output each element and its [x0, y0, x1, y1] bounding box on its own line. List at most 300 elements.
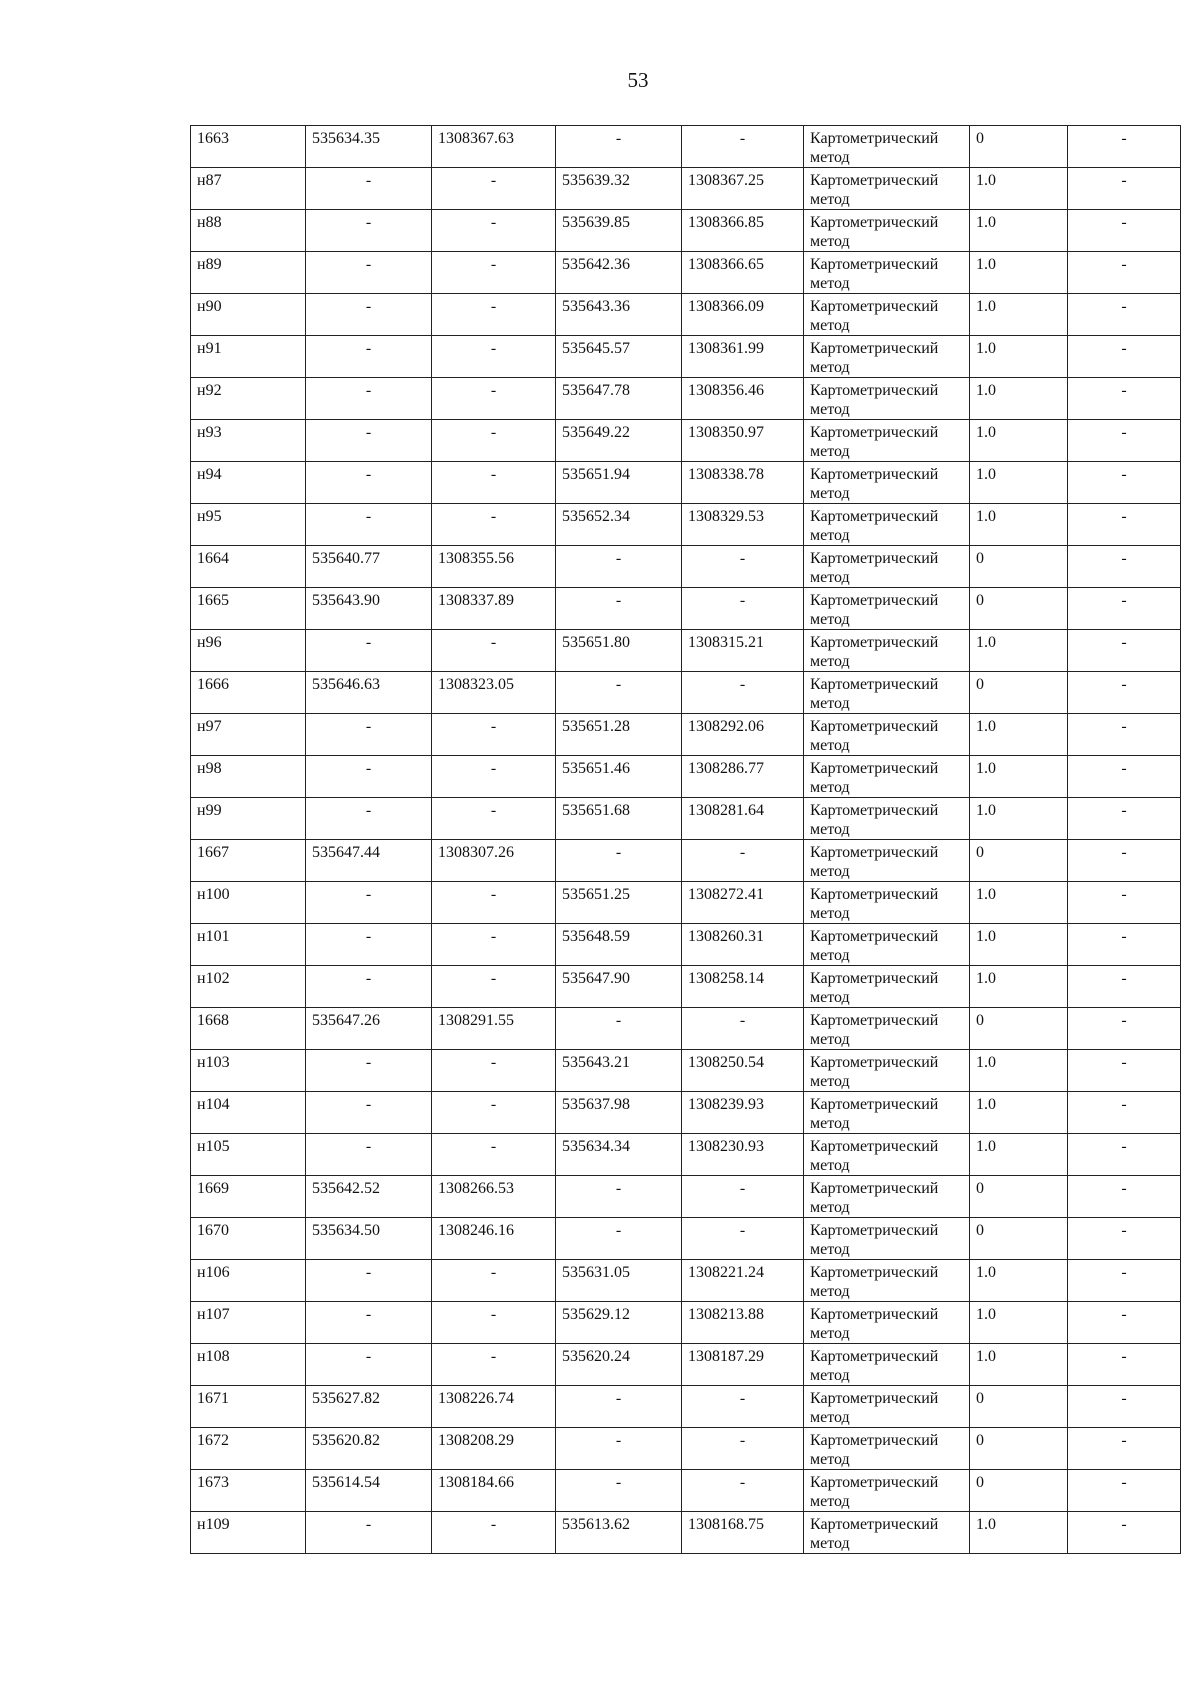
accuracy-cell: 0 — [970, 126, 1068, 168]
note-cell: - — [1068, 504, 1181, 546]
existing-y-cell: - — [432, 252, 556, 294]
new-y-cell: 1308366.09 — [682, 294, 804, 336]
new-y-cell: 1308168.75 — [682, 1512, 804, 1554]
accuracy-cell: 1.0 — [970, 504, 1068, 546]
point-name-cell: 1664 — [191, 546, 306, 588]
point-name-cell: н91 — [191, 336, 306, 378]
existing-x-cell: - — [306, 210, 432, 252]
new-x-cell: - — [556, 588, 682, 630]
point-name-cell: н94 — [191, 462, 306, 504]
table-row — [191, 1134, 1181, 1176]
new-x-cell: 535647.78 — [556, 378, 682, 420]
new-y-cell: 1308292.06 — [682, 714, 804, 756]
existing-y-cell: - — [432, 378, 556, 420]
accuracy-cell: 0 — [970, 672, 1068, 714]
table-row — [191, 882, 1181, 924]
accuracy-cell: 1.0 — [970, 1134, 1068, 1176]
existing-y-cell: - — [432, 168, 556, 210]
new-y-cell: - — [682, 1428, 804, 1470]
note-cell: - — [1068, 1050, 1181, 1092]
point-name-cell: н96 — [191, 630, 306, 672]
note-cell: - — [1068, 378, 1181, 420]
new-y-cell: 1308221.24 — [682, 1260, 804, 1302]
new-x-cell: 535637.98 — [556, 1092, 682, 1134]
new-y-cell: - — [682, 1218, 804, 1260]
point-name-cell: н88 — [191, 210, 306, 252]
table-row — [191, 1218, 1181, 1260]
note-cell: - — [1068, 210, 1181, 252]
new-y-cell: - — [682, 588, 804, 630]
existing-x-cell: 535646.63 — [306, 672, 432, 714]
new-x-cell: - — [556, 672, 682, 714]
method-cell: Картометрический метод — [804, 1302, 970, 1344]
existing-y-cell: - — [432, 1260, 556, 1302]
note-cell: - — [1068, 420, 1181, 462]
table-row — [191, 630, 1181, 672]
new-x-cell: 535631.05 — [556, 1260, 682, 1302]
new-x-cell: 535651.28 — [556, 714, 682, 756]
existing-y-cell: - — [432, 630, 556, 672]
existing-y-cell: 1308226.74 — [432, 1386, 556, 1428]
method-cell: Картометрический метод — [804, 252, 970, 294]
method-cell: Картометрический метод — [804, 168, 970, 210]
note-cell: - — [1068, 546, 1181, 588]
accuracy-cell: 1.0 — [970, 1092, 1068, 1134]
table-row — [191, 504, 1181, 546]
existing-x-cell: - — [306, 798, 432, 840]
note-cell: - — [1068, 1176, 1181, 1218]
accuracy-cell: 1.0 — [970, 714, 1068, 756]
point-name-cell: 1663 — [191, 126, 306, 168]
note-cell: - — [1068, 630, 1181, 672]
accuracy-cell: 1.0 — [970, 798, 1068, 840]
method-cell: Картометрический метод — [804, 840, 970, 882]
table-row — [191, 588, 1181, 630]
note-cell: - — [1068, 1302, 1181, 1344]
new-x-cell: 535645.57 — [556, 336, 682, 378]
note-cell: - — [1068, 1512, 1181, 1554]
new-y-cell: - — [682, 672, 804, 714]
method-cell: Картометрический метод — [804, 126, 970, 168]
method-cell: Картометрический метод — [804, 336, 970, 378]
method-cell: Картометрический метод — [804, 588, 970, 630]
accuracy-cell: 0 — [970, 1218, 1068, 1260]
method-cell: Картометрический метод — [804, 1218, 970, 1260]
table-row — [191, 714, 1181, 756]
note-cell: - — [1068, 168, 1181, 210]
accuracy-cell: 0 — [970, 1008, 1068, 1050]
existing-y-cell: - — [432, 924, 556, 966]
method-cell: Картометрический метод — [804, 714, 970, 756]
new-y-cell: 1308338.78 — [682, 462, 804, 504]
method-cell: Картометрический метод — [804, 1092, 970, 1134]
new-x-cell: - — [556, 840, 682, 882]
method-cell: Картометрический метод — [804, 504, 970, 546]
new-y-cell: 1308213.88 — [682, 1302, 804, 1344]
point-name-cell: 1668 — [191, 1008, 306, 1050]
table-row — [191, 1512, 1181, 1554]
existing-y-cell: 1308355.56 — [432, 546, 556, 588]
table-row — [191, 462, 1181, 504]
point-name-cell: 1666 — [191, 672, 306, 714]
new-x-cell: 535629.12 — [556, 1302, 682, 1344]
note-cell: - — [1068, 924, 1181, 966]
method-cell: Картометрический метод — [804, 462, 970, 504]
existing-y-cell: 1308307.26 — [432, 840, 556, 882]
method-cell: Картометрический метод — [804, 1386, 970, 1428]
new-y-cell: 1308366.65 — [682, 252, 804, 294]
table-row — [191, 1008, 1181, 1050]
existing-y-cell: 1308367.63 — [432, 126, 556, 168]
new-y-cell: - — [682, 1386, 804, 1428]
existing-y-cell: - — [432, 966, 556, 1008]
existing-x-cell: 535614.54 — [306, 1470, 432, 1512]
point-name-cell: 1667 — [191, 840, 306, 882]
new-x-cell: 535643.36 — [556, 294, 682, 336]
new-y-cell: - — [682, 1008, 804, 1050]
new-y-cell: - — [682, 840, 804, 882]
existing-y-cell: - — [432, 882, 556, 924]
method-cell: Картометрический метод — [804, 420, 970, 462]
point-name-cell: н105 — [191, 1134, 306, 1176]
table-row — [191, 1344, 1181, 1386]
new-x-cell: 535643.21 — [556, 1050, 682, 1092]
new-y-cell: 1308329.53 — [682, 504, 804, 546]
point-name-cell: н99 — [191, 798, 306, 840]
existing-x-cell: 535640.77 — [306, 546, 432, 588]
new-x-cell: 535651.80 — [556, 630, 682, 672]
table-row — [191, 1386, 1181, 1428]
existing-x-cell: - — [306, 168, 432, 210]
new-x-cell: 535652.34 — [556, 504, 682, 546]
note-cell: - — [1068, 1470, 1181, 1512]
new-y-cell: - — [682, 546, 804, 588]
note-cell: - — [1068, 588, 1181, 630]
new-y-cell: - — [682, 1176, 804, 1218]
new-y-cell: 1308356.46 — [682, 378, 804, 420]
table-body — [191, 126, 1181, 1554]
table-row — [191, 210, 1181, 252]
method-cell: Картометрический метод — [804, 1344, 970, 1386]
existing-y-cell: 1308323.05 — [432, 672, 556, 714]
note-cell: - — [1068, 1260, 1181, 1302]
existing-x-cell: 535647.26 — [306, 1008, 432, 1050]
existing-x-cell: 535634.50 — [306, 1218, 432, 1260]
new-x-cell: 535634.34 — [556, 1134, 682, 1176]
accuracy-cell: 1.0 — [970, 294, 1068, 336]
existing-x-cell: 535634.35 — [306, 126, 432, 168]
note-cell: - — [1068, 252, 1181, 294]
note-cell: - — [1068, 336, 1181, 378]
point-name-cell: н98 — [191, 756, 306, 798]
accuracy-cell: 1.0 — [970, 966, 1068, 1008]
table-row — [191, 294, 1181, 336]
note-cell: - — [1068, 1092, 1181, 1134]
accuracy-cell: 1.0 — [970, 756, 1068, 798]
new-x-cell: 535613.62 — [556, 1512, 682, 1554]
new-y-cell: 1308258.14 — [682, 966, 804, 1008]
existing-x-cell: - — [306, 294, 432, 336]
table-row — [191, 420, 1181, 462]
point-name-cell: н100 — [191, 882, 306, 924]
method-cell: Картометрический метод — [804, 966, 970, 1008]
table-row — [191, 672, 1181, 714]
method-cell: Картометрический метод — [804, 1260, 970, 1302]
table-row — [191, 168, 1181, 210]
note-cell: - — [1068, 966, 1181, 1008]
table-row — [191, 1050, 1181, 1092]
existing-x-cell: 535620.82 — [306, 1428, 432, 1470]
note-cell: - — [1068, 798, 1181, 840]
new-x-cell: - — [556, 546, 682, 588]
point-name-cell: н101 — [191, 924, 306, 966]
new-y-cell: 1308230.93 — [682, 1134, 804, 1176]
point-name-cell: н95 — [191, 504, 306, 546]
existing-y-cell: - — [432, 1512, 556, 1554]
existing-y-cell: - — [432, 294, 556, 336]
table-row — [191, 924, 1181, 966]
accuracy-cell: 0 — [970, 1386, 1068, 1428]
note-cell: - — [1068, 462, 1181, 504]
existing-y-cell: 1308337.89 — [432, 588, 556, 630]
accuracy-cell: 1.0 — [970, 1344, 1068, 1386]
table-row — [191, 1260, 1181, 1302]
existing-x-cell: - — [306, 504, 432, 546]
accuracy-cell: 1.0 — [970, 336, 1068, 378]
point-name-cell: н87 — [191, 168, 306, 210]
table-row — [191, 1470, 1181, 1512]
existing-x-cell: - — [306, 1302, 432, 1344]
new-x-cell: - — [556, 1176, 682, 1218]
note-cell: - — [1068, 714, 1181, 756]
existing-x-cell: - — [306, 462, 432, 504]
existing-x-cell: - — [306, 1344, 432, 1386]
note-cell: - — [1068, 1344, 1181, 1386]
existing-x-cell: 535642.52 — [306, 1176, 432, 1218]
new-x-cell: - — [556, 1470, 682, 1512]
note-cell: - — [1068, 126, 1181, 168]
method-cell: Картометрический метод — [804, 1470, 970, 1512]
existing-x-cell: - — [306, 630, 432, 672]
existing-x-cell: - — [306, 882, 432, 924]
method-cell: Картометрический метод — [804, 1050, 970, 1092]
accuracy-cell: 1.0 — [970, 378, 1068, 420]
accuracy-cell: 0 — [970, 1470, 1068, 1512]
new-y-cell: 1308361.99 — [682, 336, 804, 378]
accuracy-cell: 1.0 — [970, 924, 1068, 966]
new-y-cell: 1308187.29 — [682, 1344, 804, 1386]
accuracy-cell: 1.0 — [970, 420, 1068, 462]
existing-x-cell: - — [306, 1512, 432, 1554]
accuracy-cell: 1.0 — [970, 1260, 1068, 1302]
existing-x-cell: - — [306, 420, 432, 462]
new-y-cell: - — [682, 1470, 804, 1512]
new-x-cell: 535642.36 — [556, 252, 682, 294]
note-cell: - — [1068, 294, 1181, 336]
new-x-cell: 535649.22 — [556, 420, 682, 462]
new-x-cell: 535651.46 — [556, 756, 682, 798]
new-x-cell: 535651.68 — [556, 798, 682, 840]
point-name-cell: 1670 — [191, 1218, 306, 1260]
accuracy-cell: 1.0 — [970, 1512, 1068, 1554]
existing-x-cell: 535647.44 — [306, 840, 432, 882]
new-x-cell: 535620.24 — [556, 1344, 682, 1386]
note-cell: - — [1068, 672, 1181, 714]
existing-x-cell: 535643.90 — [306, 588, 432, 630]
coordinates-table — [190, 125, 1181, 1554]
method-cell: Картометрический метод — [804, 756, 970, 798]
point-name-cell: н92 — [191, 378, 306, 420]
table-row — [191, 252, 1181, 294]
method-cell: Картометрический метод — [804, 882, 970, 924]
accuracy-cell: 1.0 — [970, 462, 1068, 504]
existing-y-cell: 1308208.29 — [432, 1428, 556, 1470]
accuracy-cell: 1.0 — [970, 168, 1068, 210]
point-name-cell: н108 — [191, 1344, 306, 1386]
existing-y-cell: 1308246.16 — [432, 1218, 556, 1260]
method-cell: Картометрический метод — [804, 672, 970, 714]
method-cell: Картометрический метод — [804, 924, 970, 966]
existing-y-cell: - — [432, 1092, 556, 1134]
new-x-cell: 535648.59 — [556, 924, 682, 966]
note-cell: - — [1068, 1008, 1181, 1050]
existing-y-cell: - — [432, 798, 556, 840]
existing-y-cell: - — [432, 420, 556, 462]
new-y-cell: 1308281.64 — [682, 798, 804, 840]
method-cell: Картометрический метод — [804, 1176, 970, 1218]
point-name-cell: 1671 — [191, 1386, 306, 1428]
method-cell: Картометрический метод — [804, 1134, 970, 1176]
method-cell: Картометрический метод — [804, 210, 970, 252]
point-name-cell: н109 — [191, 1512, 306, 1554]
existing-x-cell: - — [306, 756, 432, 798]
note-cell: - — [1068, 1134, 1181, 1176]
existing-y-cell: 1308184.66 — [432, 1470, 556, 1512]
method-cell: Картометрический метод — [804, 1428, 970, 1470]
new-y-cell: 1308350.97 — [682, 420, 804, 462]
accuracy-cell: 1.0 — [970, 1050, 1068, 1092]
method-cell: Картометрический метод — [804, 546, 970, 588]
point-name-cell: 1665 — [191, 588, 306, 630]
note-cell: - — [1068, 1428, 1181, 1470]
new-x-cell: - — [556, 126, 682, 168]
existing-x-cell: - — [306, 924, 432, 966]
point-name-cell: н103 — [191, 1050, 306, 1092]
table-row — [191, 378, 1181, 420]
new-x-cell: 535651.94 — [556, 462, 682, 504]
accuracy-cell: 1.0 — [970, 882, 1068, 924]
new-y-cell: 1308286.77 — [682, 756, 804, 798]
point-name-cell: н89 — [191, 252, 306, 294]
new-x-cell: 535647.90 — [556, 966, 682, 1008]
note-cell: - — [1068, 756, 1181, 798]
point-name-cell: н97 — [191, 714, 306, 756]
point-name-cell: 1669 — [191, 1176, 306, 1218]
point-name-cell: н93 — [191, 420, 306, 462]
existing-x-cell: - — [306, 1092, 432, 1134]
new-x-cell: 535639.85 — [556, 210, 682, 252]
existing-y-cell: - — [432, 504, 556, 546]
new-x-cell: - — [556, 1386, 682, 1428]
table-row — [191, 840, 1181, 882]
new-y-cell: 1308272.41 — [682, 882, 804, 924]
table-row — [191, 798, 1181, 840]
existing-y-cell: - — [432, 210, 556, 252]
note-cell: - — [1068, 840, 1181, 882]
new-x-cell: - — [556, 1008, 682, 1050]
method-cell: Картометрический метод — [804, 1512, 970, 1554]
method-cell: Картометрический метод — [804, 798, 970, 840]
table-row — [191, 756, 1181, 798]
existing-y-cell: - — [432, 1134, 556, 1176]
accuracy-cell: 1.0 — [970, 630, 1068, 672]
new-y-cell: 1308250.54 — [682, 1050, 804, 1092]
accuracy-cell: 0 — [970, 1176, 1068, 1218]
point-name-cell: 1673 — [191, 1470, 306, 1512]
accuracy-cell: 0 — [970, 1428, 1068, 1470]
point-name-cell: н90 — [191, 294, 306, 336]
table-row — [191, 546, 1181, 588]
table-row — [191, 1428, 1181, 1470]
new-y-cell: 1308260.31 — [682, 924, 804, 966]
table-row — [191, 126, 1181, 168]
existing-x-cell: - — [306, 252, 432, 294]
new-y-cell: - — [682, 126, 804, 168]
new-y-cell: 1308315.21 — [682, 630, 804, 672]
point-name-cell: н106 — [191, 1260, 306, 1302]
new-y-cell: 1308366.85 — [682, 210, 804, 252]
point-name-cell: н107 — [191, 1302, 306, 1344]
table-row — [191, 1092, 1181, 1134]
existing-y-cell: - — [432, 1050, 556, 1092]
new-x-cell: 535651.25 — [556, 882, 682, 924]
point-name-cell: н102 — [191, 966, 306, 1008]
existing-x-cell: 535627.82 — [306, 1386, 432, 1428]
existing-y-cell: - — [432, 714, 556, 756]
table-row — [191, 1302, 1181, 1344]
existing-y-cell: - — [432, 462, 556, 504]
accuracy-cell: 0 — [970, 840, 1068, 882]
accuracy-cell: 0 — [970, 546, 1068, 588]
existing-x-cell: - — [306, 336, 432, 378]
existing-x-cell: - — [306, 1260, 432, 1302]
new-y-cell: 1308367.25 — [682, 168, 804, 210]
note-cell: - — [1068, 882, 1181, 924]
table-row — [191, 966, 1181, 1008]
existing-y-cell: - — [432, 1302, 556, 1344]
existing-x-cell: - — [306, 378, 432, 420]
accuracy-cell: 0 — [970, 588, 1068, 630]
method-cell: Картометрический метод — [804, 378, 970, 420]
accuracy-cell: 1.0 — [970, 1302, 1068, 1344]
existing-x-cell: - — [306, 1050, 432, 1092]
accuracy-cell: 1.0 — [970, 252, 1068, 294]
existing-x-cell: - — [306, 1134, 432, 1176]
table-row — [191, 336, 1181, 378]
point-name-cell: 1672 — [191, 1428, 306, 1470]
note-cell: - — [1068, 1386, 1181, 1428]
page-number: 53 — [627, 68, 649, 92]
table-row — [191, 1176, 1181, 1218]
new-y-cell: 1308239.93 — [682, 1092, 804, 1134]
method-cell: Картометрический метод — [804, 294, 970, 336]
accuracy-cell: 1.0 — [970, 210, 1068, 252]
existing-y-cell: - — [432, 756, 556, 798]
new-x-cell: - — [556, 1218, 682, 1260]
note-cell: - — [1068, 1218, 1181, 1260]
existing-y-cell: 1308266.53 — [432, 1176, 556, 1218]
method-cell: Картометрический метод — [804, 1008, 970, 1050]
